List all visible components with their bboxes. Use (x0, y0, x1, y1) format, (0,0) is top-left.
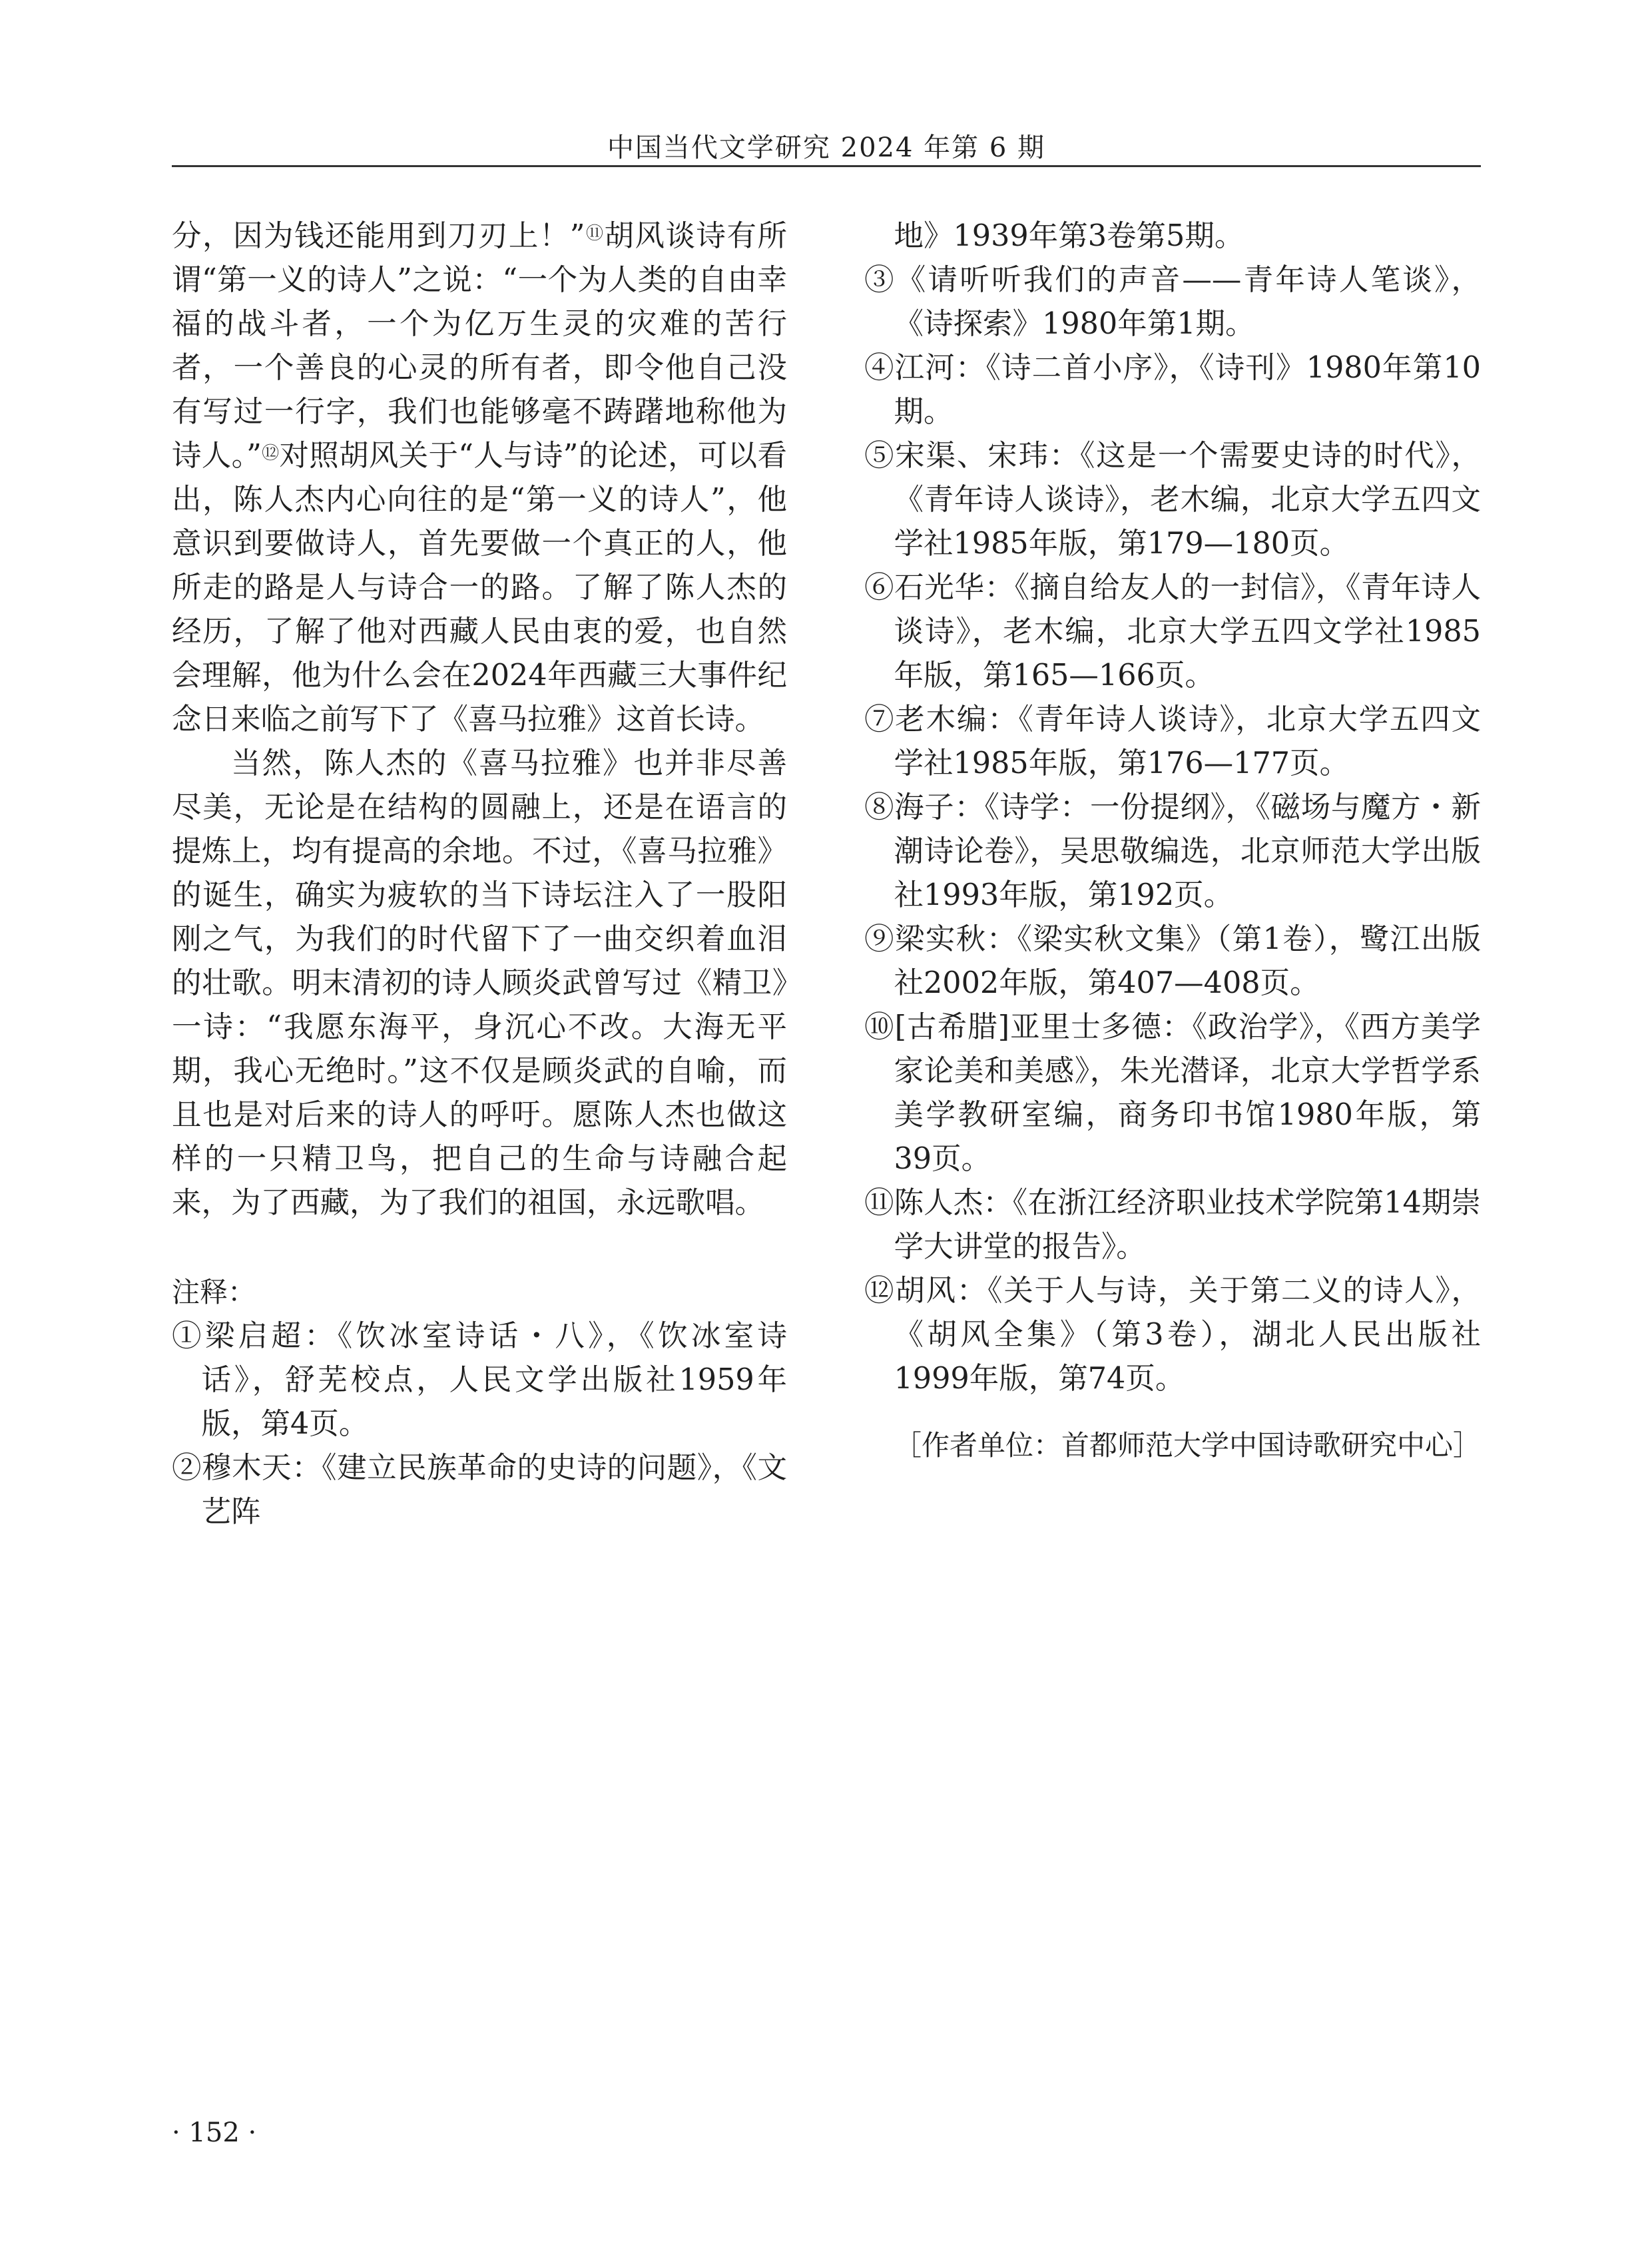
paragraph-1-text-a: 分，因为钱还能用到刀刃上！” (172, 219, 585, 253)
body-text (172, 214, 787, 1225)
note-6: ⑥石光华：《摘自给友人的一封信》，《青年诗人谈诗》，老木编，北京大学五四文学社1985年版，第165—166页。 (864, 571, 1481, 693)
footnote-ref-11: ⑪ (585, 224, 605, 244)
footnote-ref-12: ⑫ (261, 443, 280, 463)
note-11: ⑪陈人杰：《在浙江经济职业技术学院第14期崇学大讲堂的报告》。 (864, 1186, 1481, 1264)
notes-list-right (864, 214, 1481, 1401)
note-12: ⑫胡风：《关于人与诗，关于第二义的诗人》，《胡风全集》（第3卷），湖北人民出版社1999年版，第74页。 (864, 1274, 1481, 1396)
notes-heading: 注释： (172, 1276, 256, 1308)
paragraph-1-text-b: 胡风谈诗有所谓“第一义的诗人”之说：“一个为人类的自由幸福的战斗者，一个为亿万生灵的灾难的苦行者，一个善良的心灵的所有者，即令他自己没有写过一行字，我们也能够毫不踌躇地称他为诗人。” (172, 219, 787, 473)
left-column (172, 214, 787, 1534)
note-9: ⑨梁实秋：《梁实秋文集》（第1卷），鹭江出版社2002年版，第407—408页。 (864, 922, 1481, 1000)
paragraph-1-text-c: 对照胡风关于“人与诗”的论述，可以看出，陈人杰内心向往的是“第一义的诗人”，他意识到要做诗人，首先要做一个真正的人，他所走的路是人与诗合一的路。了解了陈人杰的经历，了解了他对西藏人民由衷的爱，也自然会理解，他为什么会在2024年西藏三大事件纪念日来临之前写下了《喜马拉雅》这首长诗。 (172, 439, 787, 736)
note-7: ⑦老木编：《青年诗人谈诗》，北京大学五四文学社1985年版，第176—177页。 (864, 702, 1481, 780)
running-header: 中国当代文学研究 2024 年第 6 期 (607, 133, 1046, 163)
note-3: ③《请听听我们的声音——青年诗人笔谈》，《诗探索》1980年第1期。 (864, 263, 1481, 341)
page-number: · 152 · (172, 2117, 257, 2148)
note-10: ⑩[古希腊]亚里士多德：《政治学》，《西方美学家论美和美感》，朱光潜译，北京大学哲学系美学教研室编，商务印书馆1980年版，第39页。 (864, 1010, 1481, 1176)
author-affiliation: ［作者单位：首都师范大学中国诗歌研究中心］ (893, 1429, 1481, 1462)
note-2-continuation: 地》1939年第3卷第5期。 (894, 219, 1244, 253)
header-rule (172, 165, 1481, 167)
note-2: ②穆木天：《建立民族革命的史诗的问题》，《文艺阵 (172, 1451, 787, 1529)
right-column (864, 214, 1481, 1468)
note-4: ④江河：《诗二首小序》，《诗刊》1980年第10期。 (864, 351, 1481, 429)
paragraph-1 (172, 214, 787, 742)
note-8: ⑧海子：《诗学：一份提纲》，《磁场与魔方・新潮诗论卷》，吴思敬编选，北京师范大学出版社1993年版，第192页。 (864, 790, 1481, 912)
notes-list-left (172, 1314, 787, 1534)
note-5: ⑤宋渠、宋玮：《这是一个需要史诗的时代》，《青年诗人谈诗》，老木编，北京大学五四文学社1985年版，第179—180页。 (864, 439, 1481, 561)
note-1: ①梁启超：《饮冰室诗话・八》，《饮冰室诗话》，舒芜校点，人民文学出版社1959年版，第4页。 (172, 1319, 787, 1441)
paragraph-2: 当然，陈人杰的《喜马拉雅》也并非尽善尽美，无论是在结构的圆融上，还是在语言的提炼上，均有提高的余地。不过，《喜马拉雅》的诞生，确实为疲软的当下诗坛注入了一股阳刚之气，为我们的时代留下了一曲交织着血泪的壮歌。明末清初的诗人顾炎武曾写过《精卫》一诗：“我愿东海平，身沉心不改。大海无平期，我心无绝时。”这不仅是顾炎武的自喻，而且也是对后来的诗人的呼吁。愿陈人杰也做这样的一只精卫鸟，把自己的生命与诗融合起来，为了西藏，为了我们的祖国，永远歌唱。 (172, 746, 787, 1220)
